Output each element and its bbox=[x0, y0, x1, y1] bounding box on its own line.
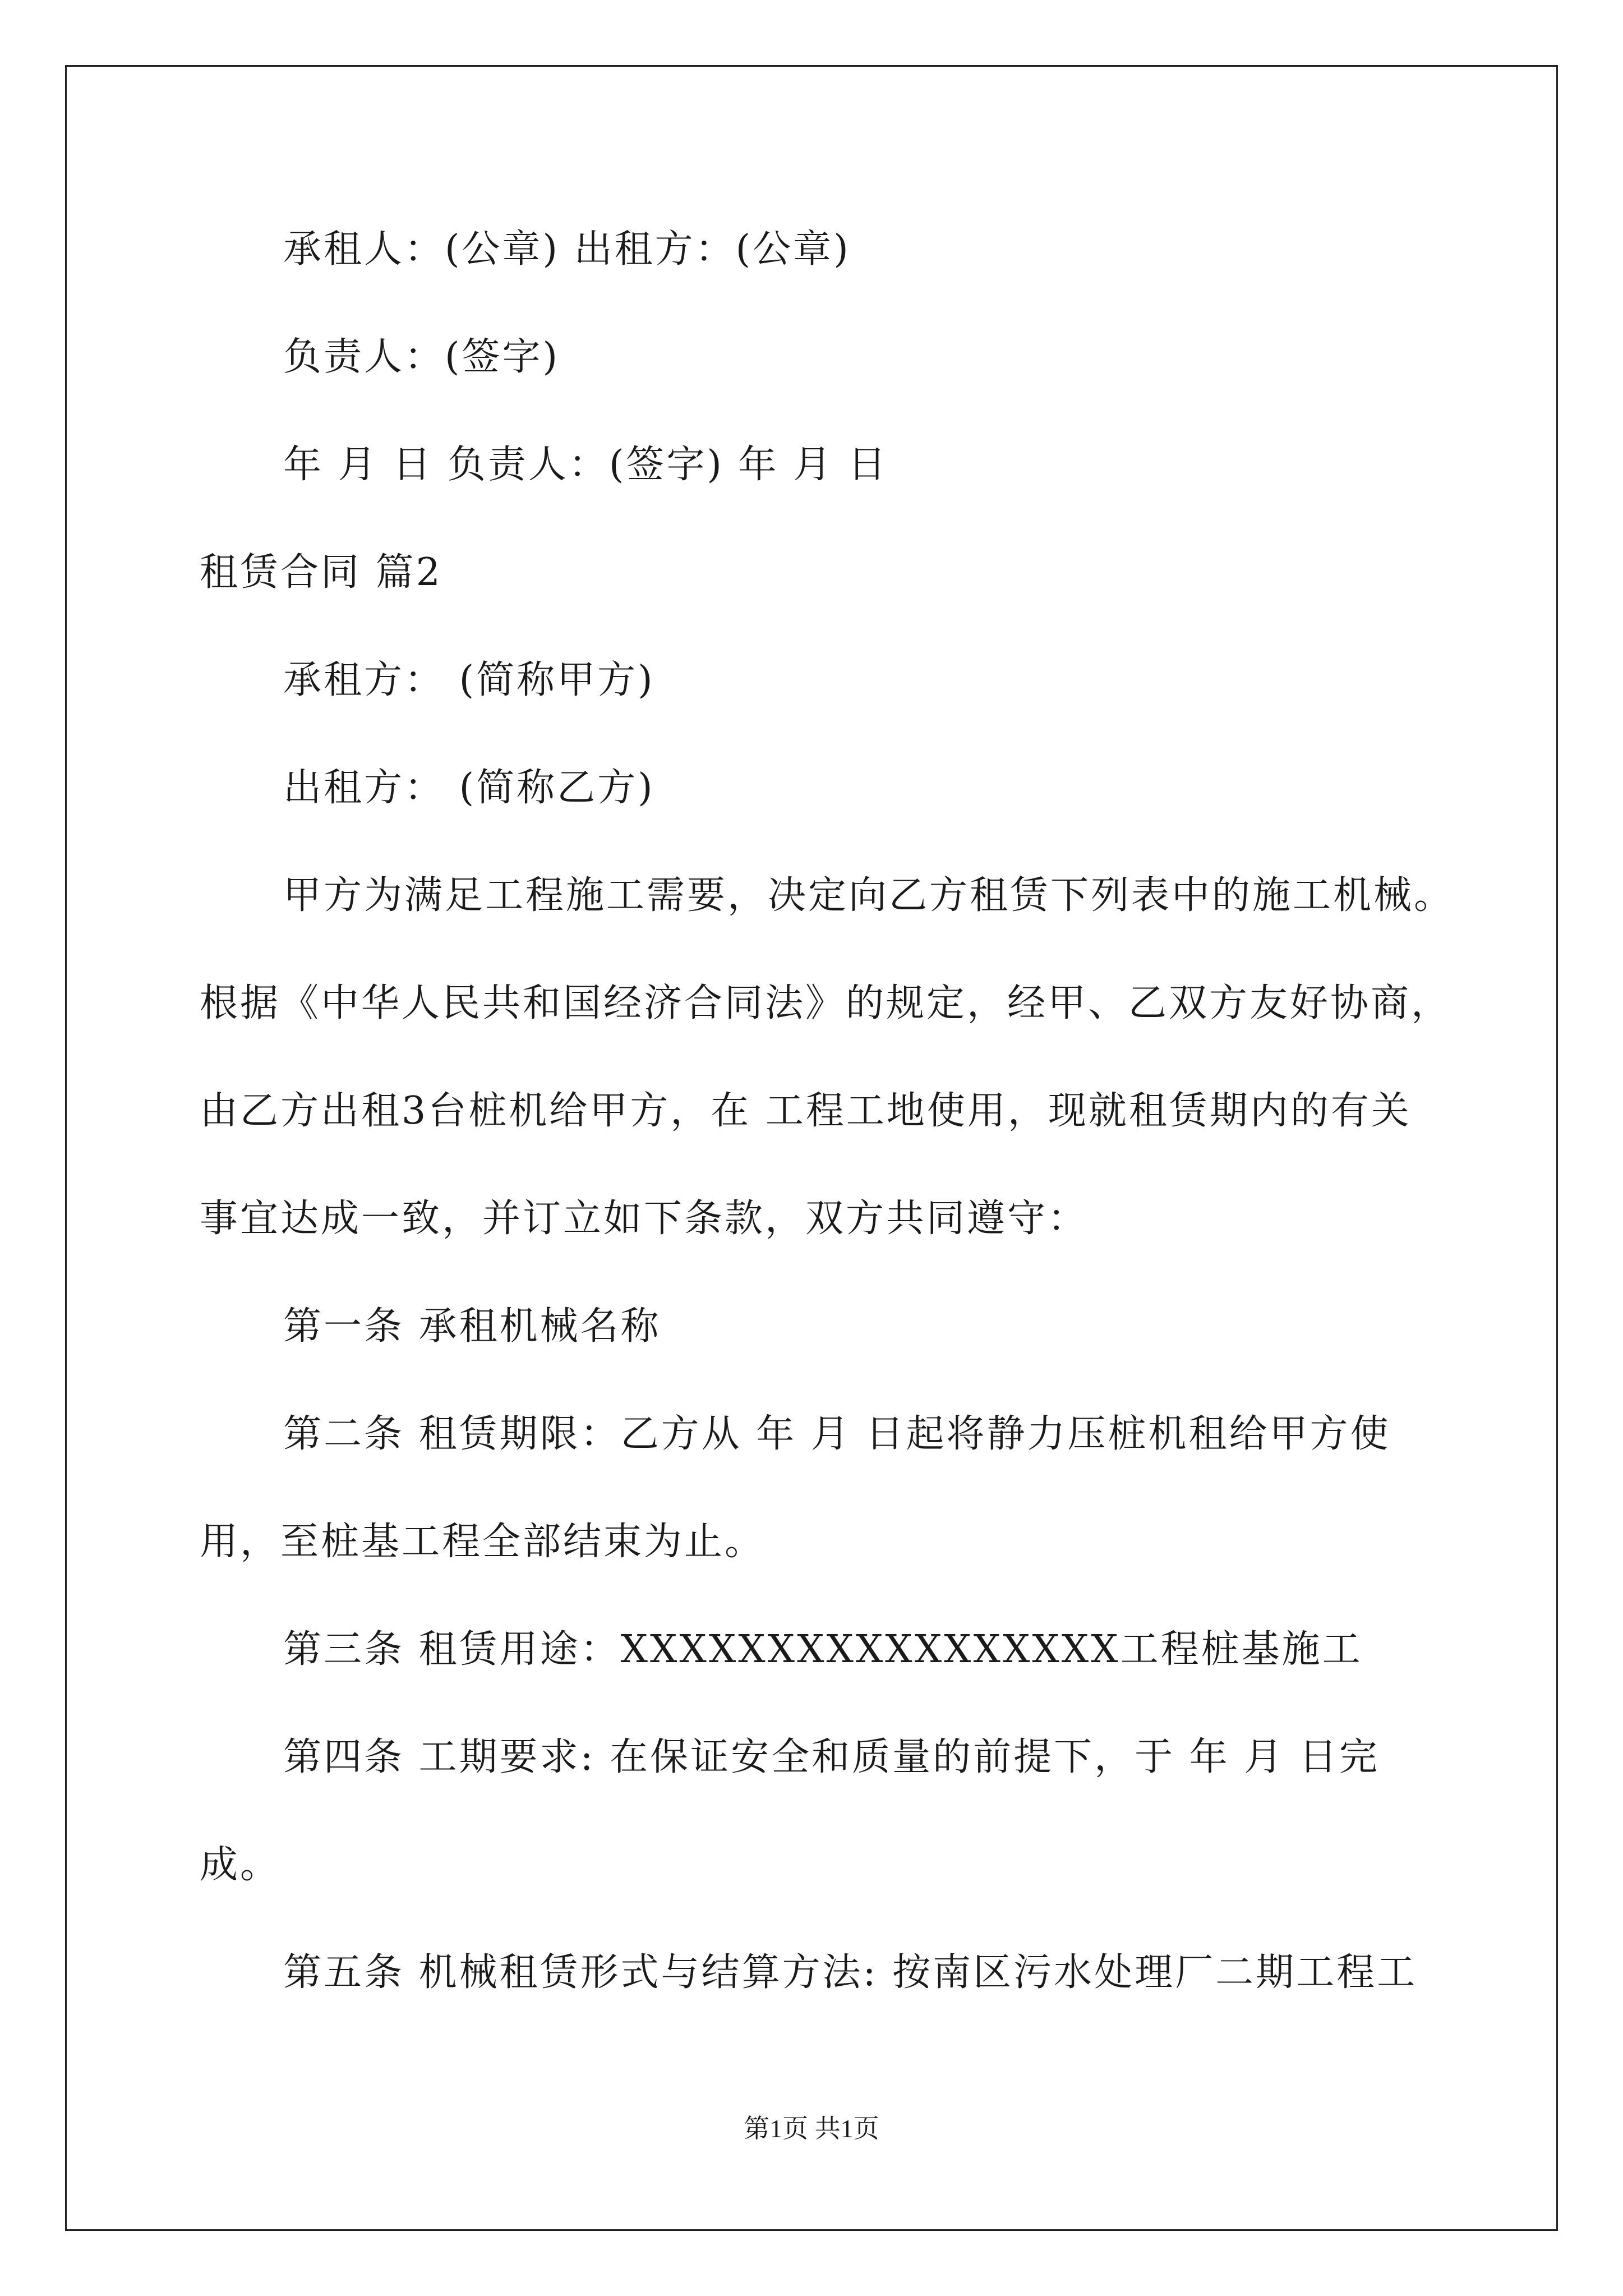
article-4-continued: 成。 bbox=[200, 1843, 281, 1887]
signature-line-parties: 承租人：(公章) 出租方：(公章) bbox=[283, 227, 851, 272]
paragraph-line: 甲方为满足工程施工需要，决定向乙方租赁下列表中的施工机械。 bbox=[283, 873, 1455, 918]
signature-line-date: 年 月 日 负责人：(签字) 年 月 日 bbox=[283, 443, 888, 487]
lessee-line: 承租方： (简称甲方) bbox=[283, 658, 655, 702]
article-1: 第一条 承租机械名称 bbox=[283, 1304, 661, 1349]
page-border bbox=[65, 65, 1558, 2231]
section-heading: 租赁合同 篇2 bbox=[200, 550, 442, 595]
article-3: 第三条 租赁用途：XXXXXXXXXXXXXXXXX工程桩基施工 bbox=[283, 1627, 1363, 1672]
lessor-line: 出租方： (简称乙方) bbox=[283, 766, 655, 810]
signature-line-responsible: 负责人：(签字) bbox=[283, 335, 560, 379]
paragraph-line: 由乙方出租3台桩机给甲方，在 工程工地使用，现就租赁期内的有关 bbox=[200, 1089, 1412, 1133]
article-4: 第四条 工期要求: 在保证安全和质量的前提下，于 年 月 日完 bbox=[283, 1735, 1380, 1779]
article-5: 第五条 机械租赁形式与结算方法: 按南区污水处理厂二期工程工 bbox=[283, 1950, 1418, 1995]
article-2-continued: 用，至桩基工程全部结束为止。 bbox=[200, 1520, 766, 1564]
article-2: 第二条 租赁期限：乙方从 年 月 日起将静力压桩机租给甲方使 bbox=[283, 1412, 1391, 1456]
paragraph-line: 根据《中华人民共和国经济合同法》的规定，经甲、乙双方友好协商， bbox=[200, 981, 1452, 1025]
page-footer: 第1页 共1页 bbox=[744, 2114, 879, 2143]
paragraph-line: 事宜达成一致，并订立如下条款，双方共同遵守： bbox=[200, 1197, 1089, 1241]
